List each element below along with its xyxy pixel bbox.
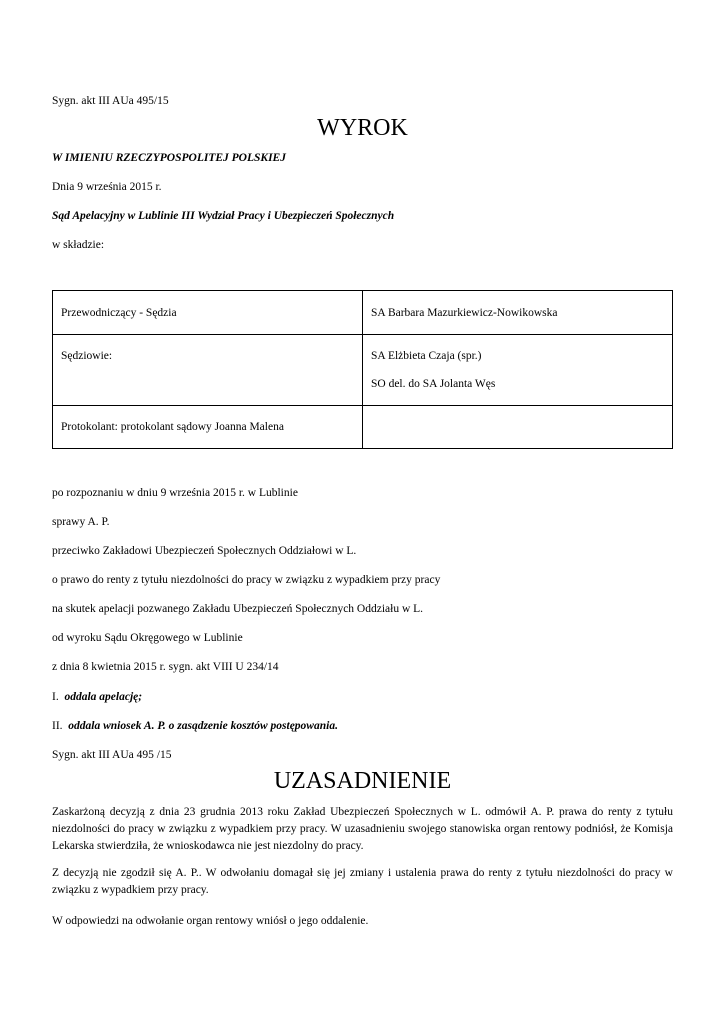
panel-label-cell [53,291,363,335]
verdict-item-number: I. [52,691,59,703]
judge-name: SO del. do SA Jolanta Węs [371,378,496,390]
proceedings-line: o prawo do renty z tytułu niezdolności do pracy w związku z wypadkiem przy pracy [52,574,441,586]
composition-label: w składzie: [52,239,105,251]
proceedings-line: na skutek apelacji pozwanego Zakładu Ubezpieczeń Społecznych Oddziału w L. [52,603,424,615]
panel-value-cell [363,291,673,335]
justification-title: UZASADNIENIE [273,768,452,794]
presiding-judge-name: SA Barbara Mazurkiewicz-Nowikowska [371,307,558,319]
verdict-item [52,690,142,704]
court-panel-table [52,290,673,449]
verdict-date: Dnia 9 września 2015 r. [52,181,162,193]
proceedings-line: od wyroku Sądu Okręgowego w Lublinie [52,632,243,644]
presiding-judge-label: Przewodniczący - Sędzia [61,307,177,319]
verdict-item [52,719,338,733]
in-name-of-republic: W IMIENIU RZECZYPOSPOLITEJ POLSKIEJ [52,152,286,164]
court-name: Sąd Apelacyjny w Lublinie III Wydział Pracy i Ubezpieczeń Społecznych [52,210,395,222]
table-row [53,406,673,449]
panel-value-cell [363,335,673,406]
verdict-item-text: oddala apelację; [64,691,143,703]
proceedings-line: przeciwko Zakładowi Ubezpieczeń Społecznych Oddziałowi w L. [52,545,357,557]
table-row [53,291,673,335]
panel-label-cell [53,406,363,449]
justification-paragraph: Z decyzją nie zgodził się A. P.. W odwołaniu domagał się jej zmiany i ustalenia prawa do renty z tytułu niezdolności do pracy w związku z wypadkiem przy pracy. [52,867,673,896]
justification-case-number: Sygn. akt III AUa 495 /15 [52,749,172,761]
verdict-item-number: II. [52,720,63,732]
judge-name: SA Elżbieta Czaja (spr.) [371,350,482,362]
proceedings-line: z dnia 8 kwietnia 2015 r. sygn. akt VIII U 234/14 [52,661,279,673]
proceedings-line: sprawy A. P. [52,516,110,528]
justification-paragraph: W odpowiedzi na odwołanie organ rentowy wniósł o jego oddalenie. [52,915,369,927]
proceedings-line: po rozpoznaniu w dniu 9 września 2015 r. w Lublinie [52,487,298,499]
case-number: Sygn. akt III AUa 495/15 [52,95,169,107]
justification-paragraph: Zaskarżoną decyzją z dnia 23 grudnia 2013 roku Zakład Ubezpieczeń Społecznych w L. odmówił A. P. prawa do renty z tytułu niezdolności do pracy w związku z wypadkiem przy pracy. W uzasadnieniu swojego stanowiska organ rentowy podniósł, że Komisja Lekarska stwierdziła, że wnioskodawca nie jest niezdolny do pracy. [52,806,673,852]
verdict-item-text: oddala wniosek A. P. o zasądzenie kosztów postępowania. [68,720,338,732]
table-row [53,335,673,406]
panel-label-cell [53,335,363,406]
clerk-label: Protokolant: protokolant sądowy Joanna Malena [61,421,284,433]
verdict-title: WYROK [317,115,408,141]
judges-label: Sędziowie: [61,350,113,362]
panel-value-cell [363,406,673,449]
